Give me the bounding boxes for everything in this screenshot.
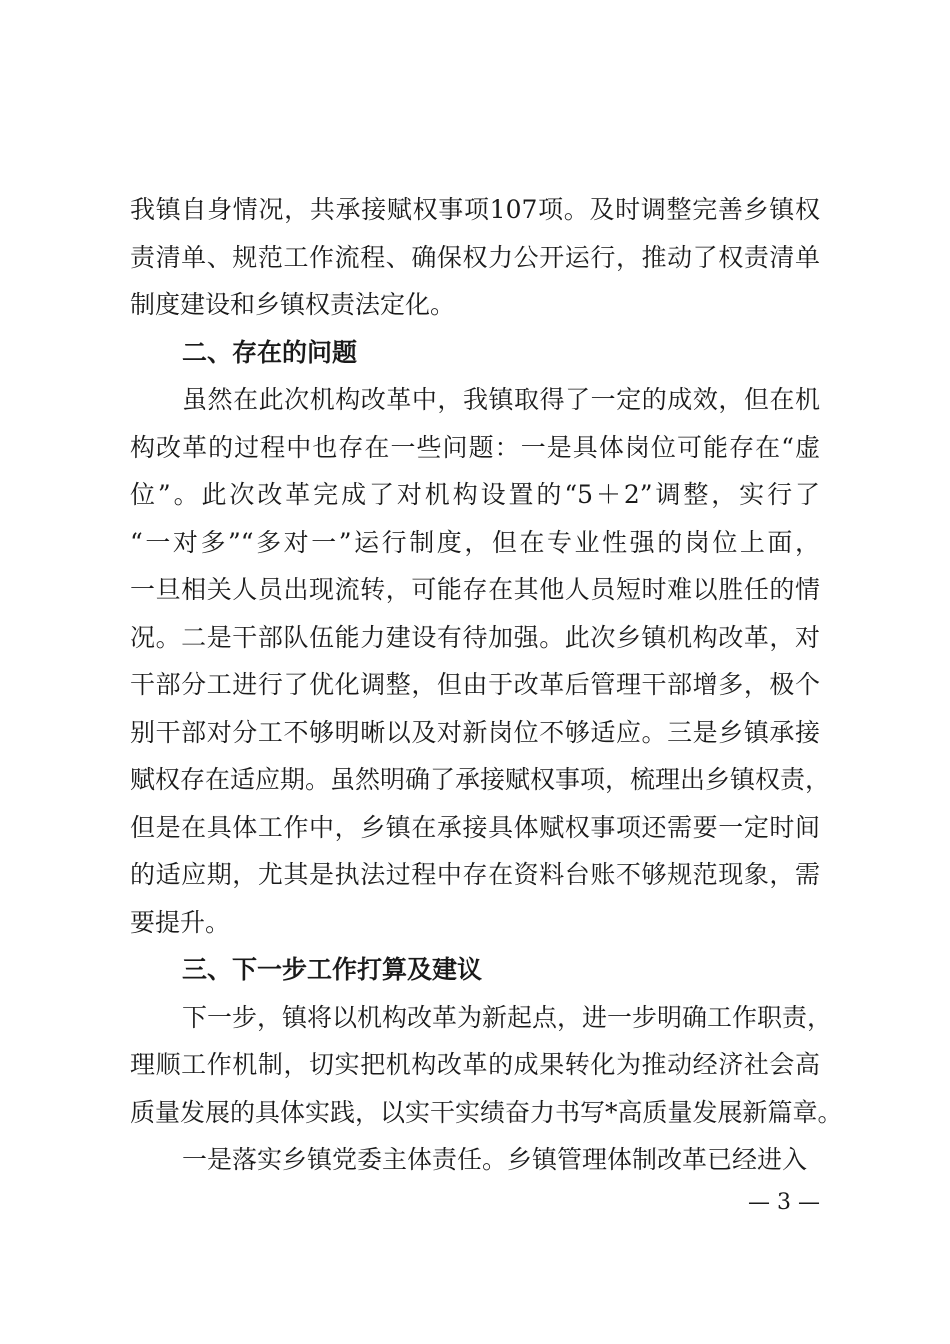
text-line: 一是落实乡镇党委主体责任。乡镇管理体制改革已经进入 <box>182 1145 808 1174</box>
text-line: 别干部对分工不够明晰以及对新岗位不够适应。三是乡镇承接 <box>130 717 820 747</box>
paragraph-intro-continued <box>130 186 820 329</box>
paragraph-first-point <box>130 1136 820 1184</box>
text-line: 但是在具体工作中，乡镇在承接具体赋权事项还需要一定时间 <box>130 812 820 842</box>
page-number: — 3 — <box>748 1190 820 1215</box>
text-line: 我镇自身情况，共承接赋权事项107项。及时调整完善乡镇权 <box>130 195 820 224</box>
text-line: 虽然在此次机构改革中，我镇取得了一定的成效，但在机 <box>182 385 820 414</box>
section-heading-next-steps: 三、下一步工作打算及建议 <box>182 955 483 984</box>
text-line: 一旦相关人员出现流转，可能存在其他人员短时难以胜任的情 <box>130 575 820 604</box>
text-line: 制度建设和乡镇权责法定化。 <box>130 290 456 319</box>
paragraph-next-steps <box>130 994 843 1137</box>
text-line: 要提升。 <box>130 907 231 937</box>
text-line: 赋权存在适应期。虽然明确了承接赋权事项，梳理出乡镇权责， <box>130 765 831 794</box>
text-line: 质量发展的具体实践，以实干实绩奋力书写*高质量发展新篇章。 <box>130 1097 843 1127</box>
text-line: 况。二是干部队伍能力建设有待加强。此次乡镇机构改革，对 <box>130 622 820 652</box>
paragraph-problems <box>130 376 831 946</box>
text-line: “一对多”“多对一”运行制度，但在专业性强的岗位上面， <box>130 527 820 557</box>
text-line: 构改革的过程中也存在一些问题：一是具体岗位可能存在“虚 <box>130 432 820 462</box>
text-line: 位”。此次改革完成了对机构设置的“5＋2”调整，实行了 <box>130 480 820 509</box>
text-line: 干部分工进行了优化调整，但由于改革后管理干部增多，极个 <box>130 670 820 699</box>
text-line: 理顺工作机制，切实把机构改革的成果转化为推动经济社会高 <box>130 1050 820 1079</box>
text-line: 的适应期，尤其是执法过程中存在资料台账不够规范现象，需 <box>130 860 820 889</box>
document-body <box>130 186 843 1184</box>
section-heading-problems: 二、存在的问题 <box>182 337 358 367</box>
text-line: 责清单、规范工作流程、确保权力公开运行，推动了权责清单 <box>130 242 820 272</box>
text-line: 下一步，镇将以机构改革为新起点，进一步明确工作职责， <box>182 1002 833 1032</box>
